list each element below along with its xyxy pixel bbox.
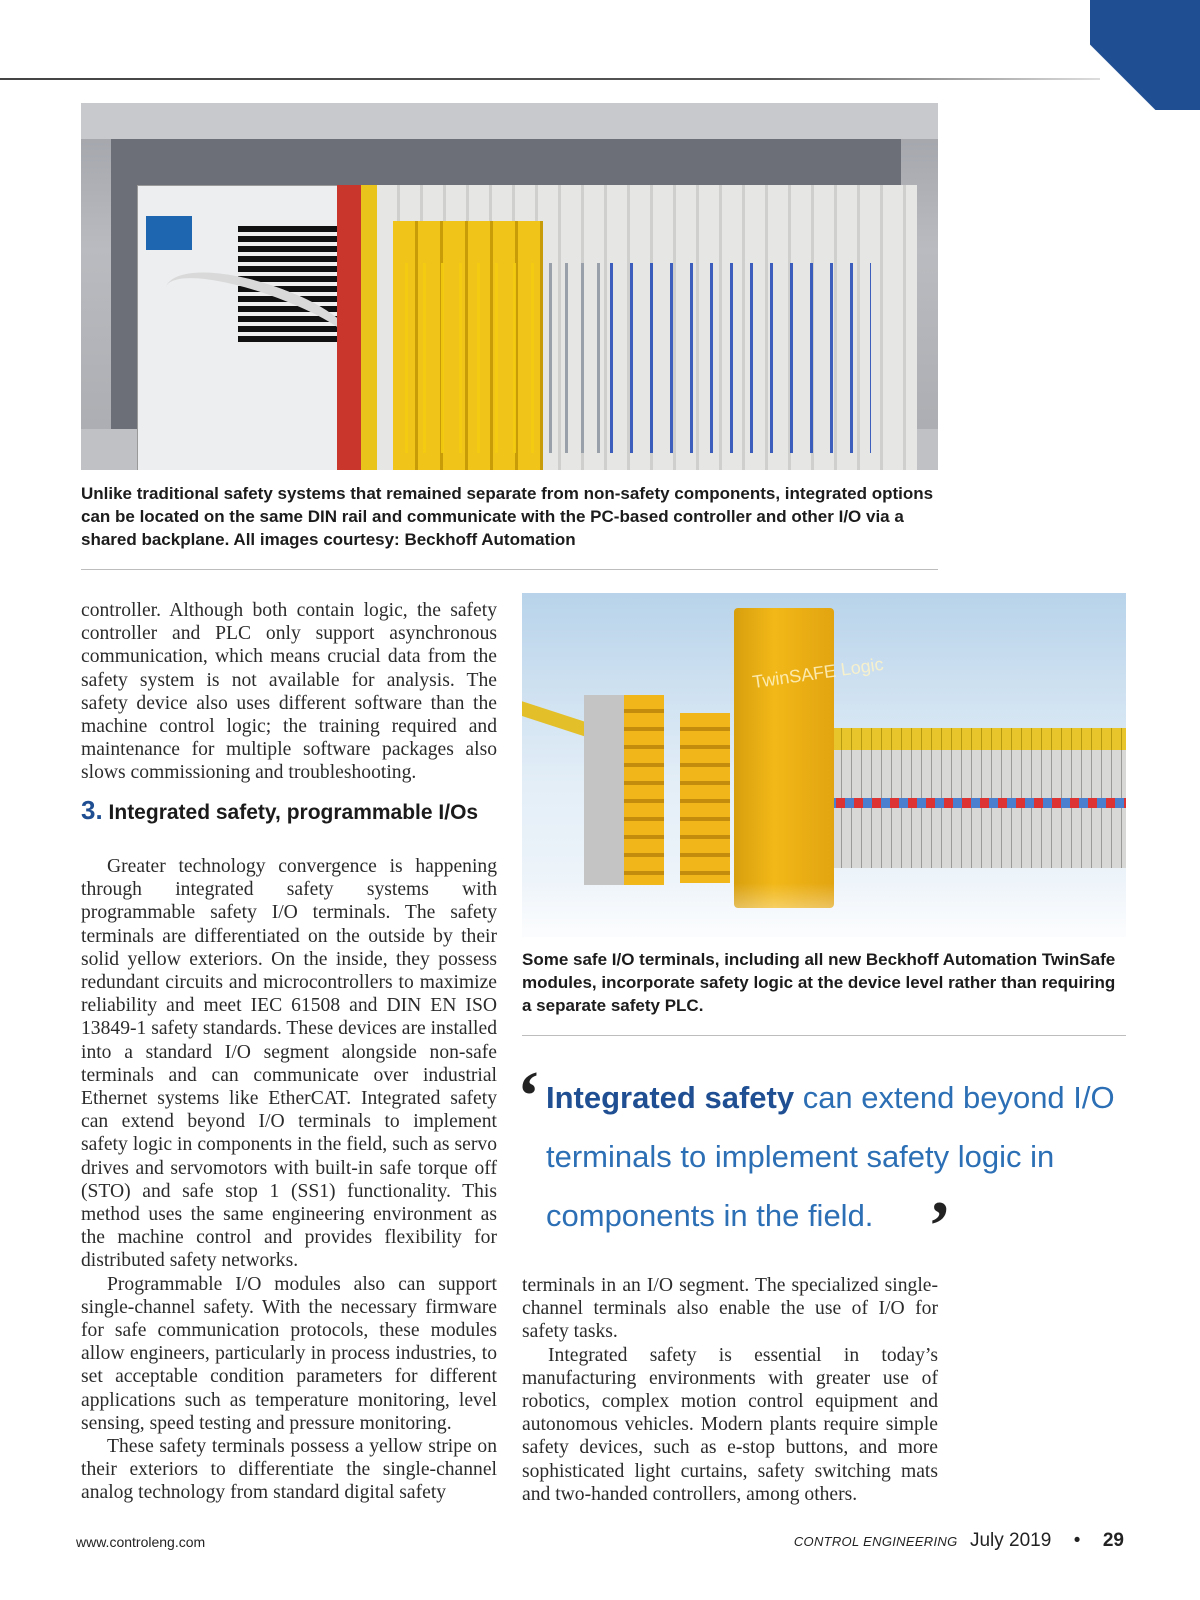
paragraph: Programmable I/O modules also can support single-channel safety. With the necessary firmware for safe communication protocols, these modules allow engineers, particularly in process industries, to set acceptable condition parameters for different applications such as temperature monitoring, level sensing, speed testing and pressure monitoring. xyxy=(81,1273,497,1434)
pull-quote-emphasis: Integrated safety xyxy=(546,1080,795,1115)
yellow-coupler xyxy=(361,185,377,470)
paragraph: Greater technology convergence is happening through integrated safety systems with programmable safety I/O terminals. The safety terminals are differentiated on the outside by their solid yellow exteriors. On the inside, they possess redundant circuits and microcontrollers to maximize reliability and meet IEC 61508 and DIN EN ISO 13849-1 safety standards. These devices are installed into a standard I/O segment alongside non-safe terminals and can communicate over industrial Ethernet systems like EtherCAT. Integrated safety can extend beyond I/O terminals to implement safety logic in components in the field, such as servo drives and servomotors with built-in safe torque off (STO) and safe stop 1 (SS1) functionality. This method uses the same engineering environment as the machine control and provides flexibility for distributed safety networks. xyxy=(81,856,497,1272)
yellow-wires xyxy=(397,263,537,453)
grey-wires xyxy=(541,263,601,453)
paragraph: Integrated safety is essential in today’s manufacturing environments with greater use of robotics, complex motion control equipment and autonomous vehicles. Modern plants require simple safety devices, such as e-stop buttons, and more sophisticated light curtains, safety switching mats and two-handed controllers, among others. xyxy=(522,1344,938,1505)
issue-date: July 2019 xyxy=(969,1530,1052,1551)
module-label: TwinSAFE Logic xyxy=(751,653,885,693)
separator: • xyxy=(1073,1530,1081,1551)
footer-folio xyxy=(794,1530,1124,1552)
article-right-column xyxy=(522,1274,938,1506)
safety-terminal xyxy=(624,695,664,885)
top-rule xyxy=(0,78,1100,80)
twinsafe-logic-module xyxy=(734,608,834,908)
magazine-name: CONTROL ENGINEERING xyxy=(793,1534,958,1549)
corner-accent xyxy=(1090,0,1200,110)
section-heading xyxy=(81,795,501,825)
paragraph: These safety terminals possess a yellow stripe on their exteriors to differentiate the single-channel analog technology from standard digital safety xyxy=(81,1436,497,1504)
quote-close-mark: ’ xyxy=(928,1188,952,1265)
photo2-caption: Some safe I/O terminals, including all new Beckhoff Automation TwinSafe modules, incorporate safety logic at the device level rather than requiring a separate safety PLC. xyxy=(522,950,1116,1015)
ethernet-port xyxy=(146,216,192,250)
article-intro xyxy=(81,599,497,785)
caption-divider xyxy=(81,569,938,570)
photo-twinsafe-modules xyxy=(522,593,1126,937)
red-coupler xyxy=(337,185,361,470)
quote-open-mark: ‘ xyxy=(517,1058,541,1135)
paragraph: terminals in an I/O segment. The specialized single-channel terminals also enable the use of I/O for safety tasks. xyxy=(522,1275,938,1343)
pull-quote-text: can extend beyond I/O terminals to implement safety logic in components in the field. xyxy=(546,1080,1115,1233)
safety-terminal xyxy=(680,713,730,883)
section-title: Integrated safety, programmable I/Os xyxy=(108,801,479,824)
caption-divider xyxy=(522,1035,1126,1036)
reflection xyxy=(522,883,1126,937)
paragraph: controller. Although both contain logic, the safety controller and PLC only support asynchronous communication, which means crucial data from the safety system is not available for analysis. The safety device also uses different software than the machine control logic; the training required and maintenance for multiple software packages also slows commissioning and troubleshooting. xyxy=(81,600,497,784)
section-number: 3. xyxy=(81,795,103,825)
photo1-caption: Unlike traditional safety systems that remained separate from non-safety components, integrated options can be located on the same DIN rail and communicate with the PC-based controller and other I/O via a shared backplane. All images courtesy: Beckhoff Automation xyxy=(81,484,934,549)
cabinet-frame xyxy=(81,103,938,139)
blue-wires xyxy=(601,263,871,453)
page-number: 29 xyxy=(1102,1530,1124,1551)
photo-din-rail-controller xyxy=(81,103,938,470)
pull-quote xyxy=(546,1068,1126,1245)
article-left-column xyxy=(81,855,497,1505)
ethercat-coupler xyxy=(584,695,624,885)
footer-website: www.controleng.com xyxy=(76,1534,206,1550)
